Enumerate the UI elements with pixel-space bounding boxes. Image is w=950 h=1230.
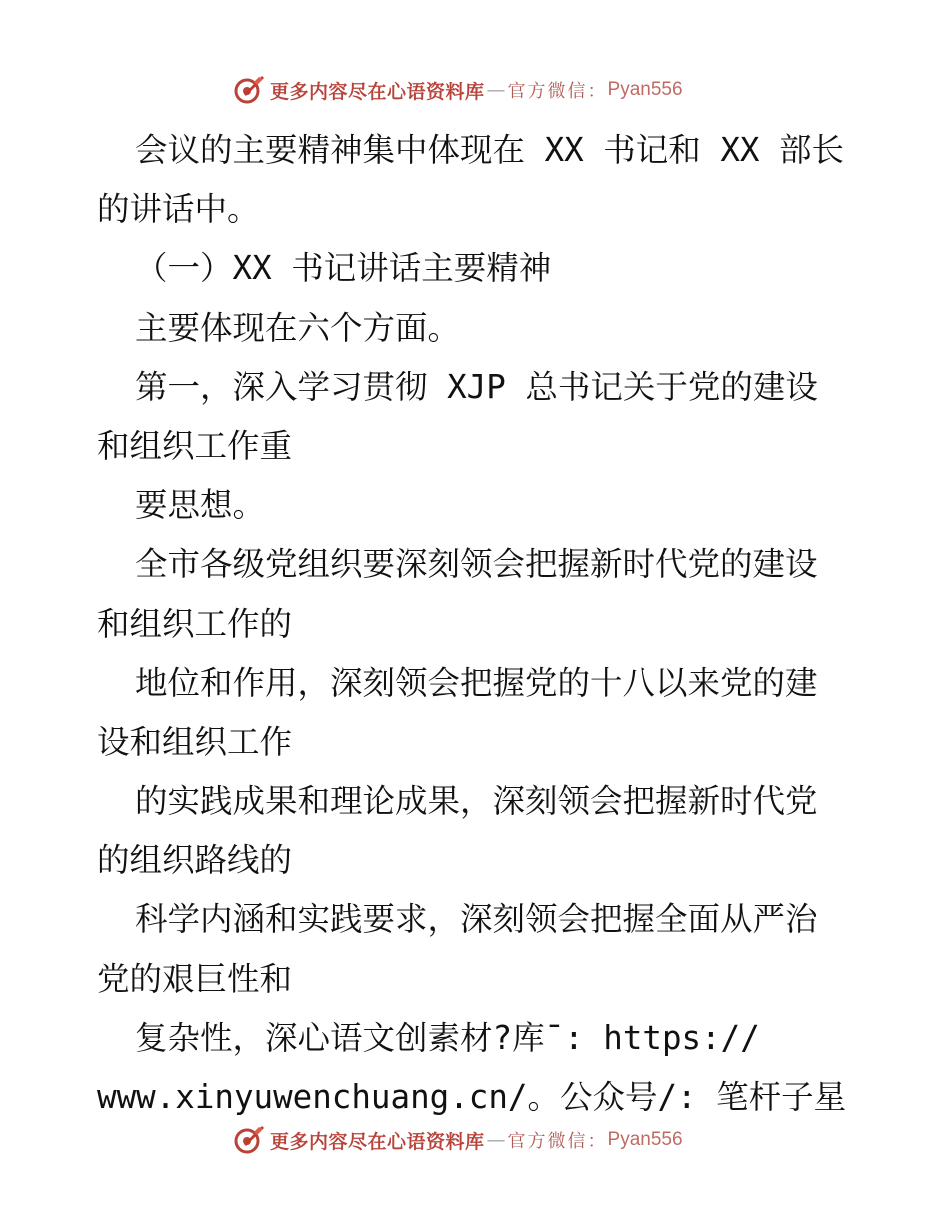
header-watermark-banner [232, 72, 732, 108]
watermark-wechat-account: Pyan556 [607, 1129, 683, 1150]
text-line: 主要体现在六个方面。 [135, 308, 461, 347]
text-line: 地位和作用，深刻领会把握党的十八以来党的建 [135, 663, 818, 702]
text-line: 复杂性，深心语文创素材?库¯: https:// [135, 1018, 760, 1057]
watermark-wechat-account: Pyan556 [607, 79, 683, 100]
text-line: 和组织工作的 [97, 604, 293, 643]
text-line: 的讲话中。 [97, 190, 260, 229]
text-line: 的实践成果和理论成果，深刻领会把握新时代党 [135, 782, 818, 821]
text-line: 的组织路线的 [97, 841, 293, 880]
watermark-separator: — [486, 1129, 506, 1151]
text-line: 全市各级党组织要深刻领会把握新时代党的建设 [135, 545, 818, 584]
text-line: www.xinyuwenchuang.cn/。公众号/: 笔杆子星 [97, 1078, 847, 1116]
feather-pen-logo-icon [232, 73, 266, 107]
watermark-main-text: 更多内容尽在心语资料库 [270, 80, 485, 103]
text-line: 第一，深入学习贯彻 XJP 总书记关于党的建设 [135, 367, 818, 406]
watermark-wechat-label: 官方微信： [507, 1131, 608, 1152]
feather-pen-logo-icon [232, 1123, 266, 1157]
footer-watermark-banner [232, 1122, 732, 1158]
text-line: 会议的主要精神集中体现在 XX 书记和 XX 部长 [135, 131, 845, 169]
text-line: 设和组织工作 [97, 722, 293, 761]
watermark-wechat-label: 官方微信： [507, 81, 608, 102]
text-line: 要思想。 [135, 486, 266, 525]
document-body [97, 121, 857, 1127]
text-line: 和组织工作重 [97, 426, 293, 465]
watermark-separator: — [486, 79, 506, 101]
text-line: 党的艰巨性和 [97, 959, 293, 998]
text-line: 科学内涵和实践要求，深刻领会把握全面从严治 [135, 900, 818, 939]
watermark-main-text: 更多内容尽在心语资料库 [270, 1130, 485, 1153]
section-heading: （一）XX 书记讲话主要精神 [135, 249, 552, 288]
